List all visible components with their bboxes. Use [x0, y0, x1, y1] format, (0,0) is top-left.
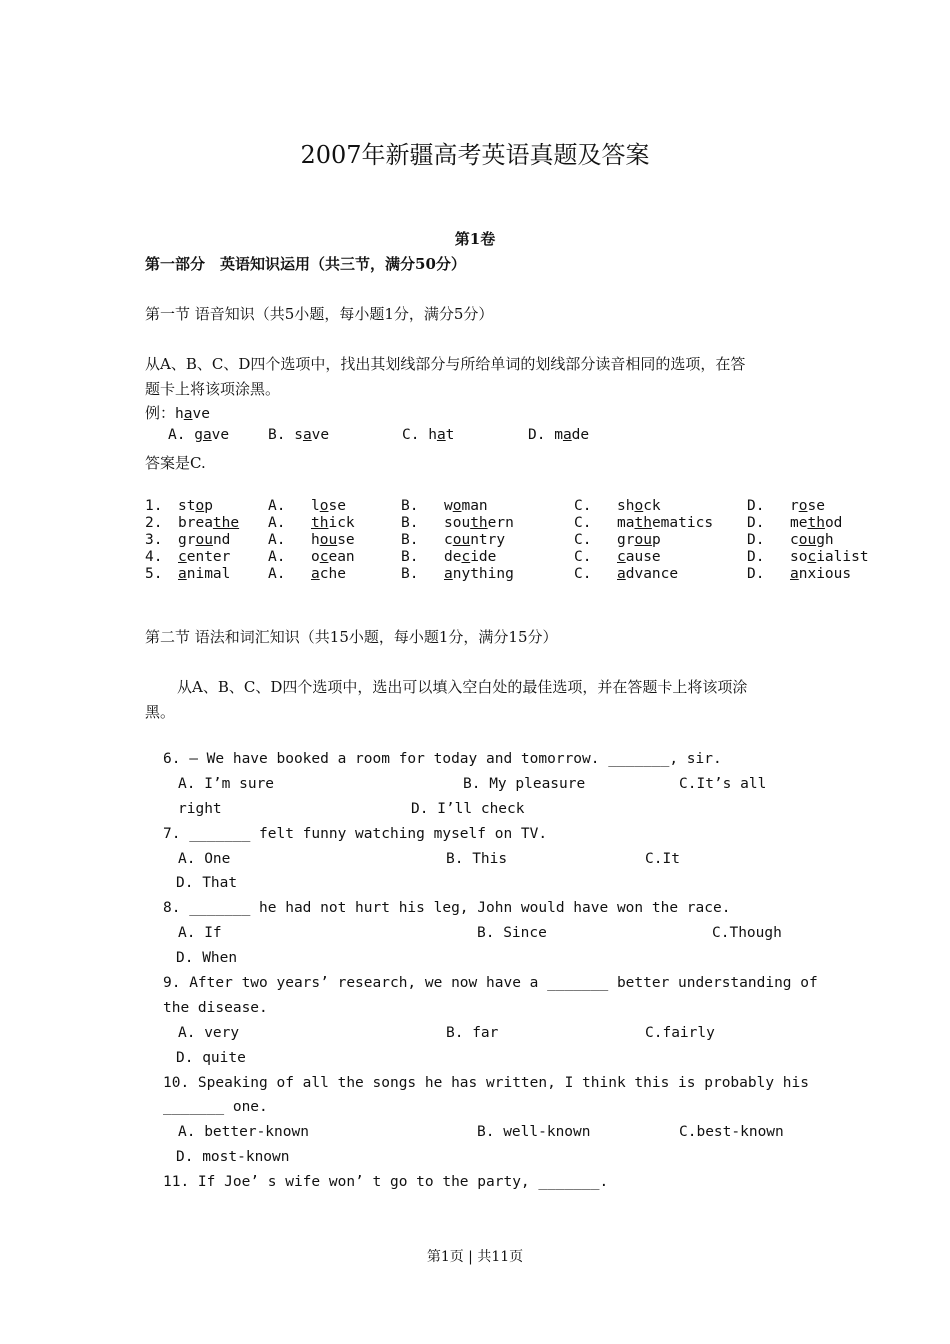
question-10-stem-cont: _______ one.: [163, 1099, 268, 1115]
stem-word: center: [178, 549, 231, 565]
question-9-option-b: B. far: [446, 1025, 499, 1041]
question-number: 3.: [145, 532, 163, 548]
option-d-word: anxious: [790, 566, 852, 582]
question-9-option-c: C.fairly: [645, 1025, 715, 1041]
question-8-option-c: C.Though: [712, 925, 782, 941]
question-7-stem: 7. _______ felt funny watching myself on TV.: [163, 826, 548, 842]
option-a-word: lose: [311, 498, 346, 514]
phonetics-table: [145, 498, 870, 583]
question-6-option-b: B. My pleasure: [463, 776, 586, 792]
phonetics-row: [145, 498, 870, 515]
question-6-option-c: C.It’s all: [679, 776, 767, 792]
stem-word: ground: [178, 532, 231, 548]
option-letter: D.: [747, 532, 765, 548]
example-label: 例：: [145, 404, 176, 422]
section2-instruction: 从A、B、C、D四个选项中，选出可以填入空白处的最佳选项，并在答题卡上将该项涂: [177, 678, 748, 696]
option-letter: D.: [747, 498, 765, 514]
question-number: 5.: [145, 566, 163, 582]
option-letter: A.: [268, 498, 286, 514]
question-number: 1.: [145, 498, 163, 514]
option-b-word: southern: [444, 515, 514, 531]
option-b-word: country: [444, 532, 506, 548]
option-letter: B.: [401, 549, 419, 565]
section1-heading: 第一节 语音知识（共5小题，每小题1分，满分5分）: [145, 305, 494, 323]
question-6-stem: 6. — We have booked a room for today and tomorrow. _______, sir.: [163, 751, 722, 767]
phonetics-row: [145, 532, 870, 549]
question-number: 2.: [145, 515, 163, 531]
question-10-option-b: B. well-known: [477, 1124, 591, 1140]
option-a-word: house: [311, 532, 355, 548]
option-letter: C.: [574, 498, 592, 514]
question-10-option-c: C.best-known: [679, 1124, 784, 1140]
stem-word: stop: [178, 498, 213, 514]
option-letter: B.: [401, 566, 419, 582]
option-letter: A.: [268, 515, 286, 531]
option-b-word: anything: [444, 566, 514, 582]
option-letter: A.: [268, 549, 286, 565]
page-title: 2007年新疆高考英语真题及答案: [300, 141, 650, 169]
option-d-word: method: [790, 515, 843, 531]
question-7-option-c: C.It: [645, 851, 680, 867]
option-letter: C.: [574, 532, 592, 548]
phonetics-row: [145, 549, 870, 566]
option-d-word: socialist: [790, 549, 869, 565]
example-option-c: C. hat: [402, 427, 455, 443]
option-letter: B.: [401, 532, 419, 548]
question-10-option-a: A. better-known: [178, 1124, 309, 1140]
question-7-option-d: D. That: [176, 875, 238, 891]
option-letter: D.: [747, 549, 765, 565]
option-c-word: shock: [617, 498, 661, 514]
page-footer: 第1页 | 共11页: [426, 1249, 524, 1265]
option-letter: B.: [401, 515, 419, 531]
option-c-word: group: [617, 532, 661, 548]
option-c-word: cause: [617, 549, 661, 565]
question-11-stem: 11. If Joe’ s wife won’ t go to the party, _______.: [163, 1174, 609, 1190]
option-a-word: thick: [311, 515, 355, 531]
question-10-stem: 10. Speaking of all the songs he has written, I think this is probably his: [163, 1075, 810, 1091]
option-letter: C.: [574, 515, 592, 531]
question-6-option-d: D. I’ll check: [411, 801, 525, 817]
option-a-word: ache: [311, 566, 346, 582]
question-7-option-b: B. This: [446, 851, 508, 867]
example-option-d: D. made: [528, 427, 590, 443]
phonetics-row: [145, 515, 870, 532]
option-letter: C.: [574, 566, 592, 582]
volume-heading: 第1卷: [454, 230, 496, 248]
example-option-b: B. save: [268, 427, 330, 443]
question-9-option-d: D. quite: [176, 1050, 246, 1066]
question-8-option-b: B. Since: [477, 925, 547, 941]
option-d-word: rose: [790, 498, 825, 514]
phonetics-row: [145, 566, 870, 583]
option-letter: B.: [401, 498, 419, 514]
question-9-option-a: A. very: [178, 1025, 240, 1041]
example-answer: 答案是C.: [145, 454, 206, 472]
option-b-word: decide: [444, 549, 497, 565]
question-6-option-a: A. I’m sure: [178, 776, 275, 792]
example-option-a: A. gave: [168, 427, 230, 443]
option-c-word: advance: [617, 566, 679, 582]
example-word: have: [175, 406, 210, 422]
question-9-stem: 9. After two years’ research, we now have a _______ better understanding of: [163, 975, 818, 991]
option-b-word: woman: [444, 498, 488, 514]
question-number: 4.: [145, 549, 163, 565]
section2-instruction-2: 黑。: [145, 703, 176, 721]
question-8-option-d: D. When: [176, 950, 238, 966]
section1-instruction-2: 题卡上将该项涂黑。: [145, 380, 281, 398]
option-letter: D.: [747, 515, 765, 531]
option-letter: D.: [747, 566, 765, 582]
stem-word: animal: [178, 566, 231, 582]
option-letter: C.: [574, 549, 592, 565]
option-c-word: mathematics: [617, 515, 714, 531]
question-8-stem: 8. _______ he had not hurt his leg, John would have won the race.: [163, 900, 731, 916]
question-6-option-c-cont: right: [178, 801, 222, 817]
option-letter: A.: [268, 566, 286, 582]
stem-word: breathe: [178, 515, 240, 531]
question-10-option-d: D. most-known: [176, 1149, 290, 1165]
question-7-option-a: A. One: [178, 851, 231, 867]
part1-heading: 第一部分 英语知识运用（共三节，满分50分）: [145, 255, 466, 273]
section1-instruction: 从A、B、C、D四个选项中，找出其划线部分与所给单词的划线部分读音相同的选项，在答: [145, 355, 746, 373]
option-d-word: cough: [790, 532, 834, 548]
option-a-word: ocean: [311, 549, 355, 565]
option-letter: A.: [268, 532, 286, 548]
section2-heading: 第二节 语法和词汇知识（共15小题，每小题1分，满分15分）: [145, 628, 558, 646]
example-line: [145, 402, 210, 423]
question-8-option-a: A. If: [178, 925, 222, 941]
question-9-stem-cont: the disease.: [163, 1000, 268, 1016]
